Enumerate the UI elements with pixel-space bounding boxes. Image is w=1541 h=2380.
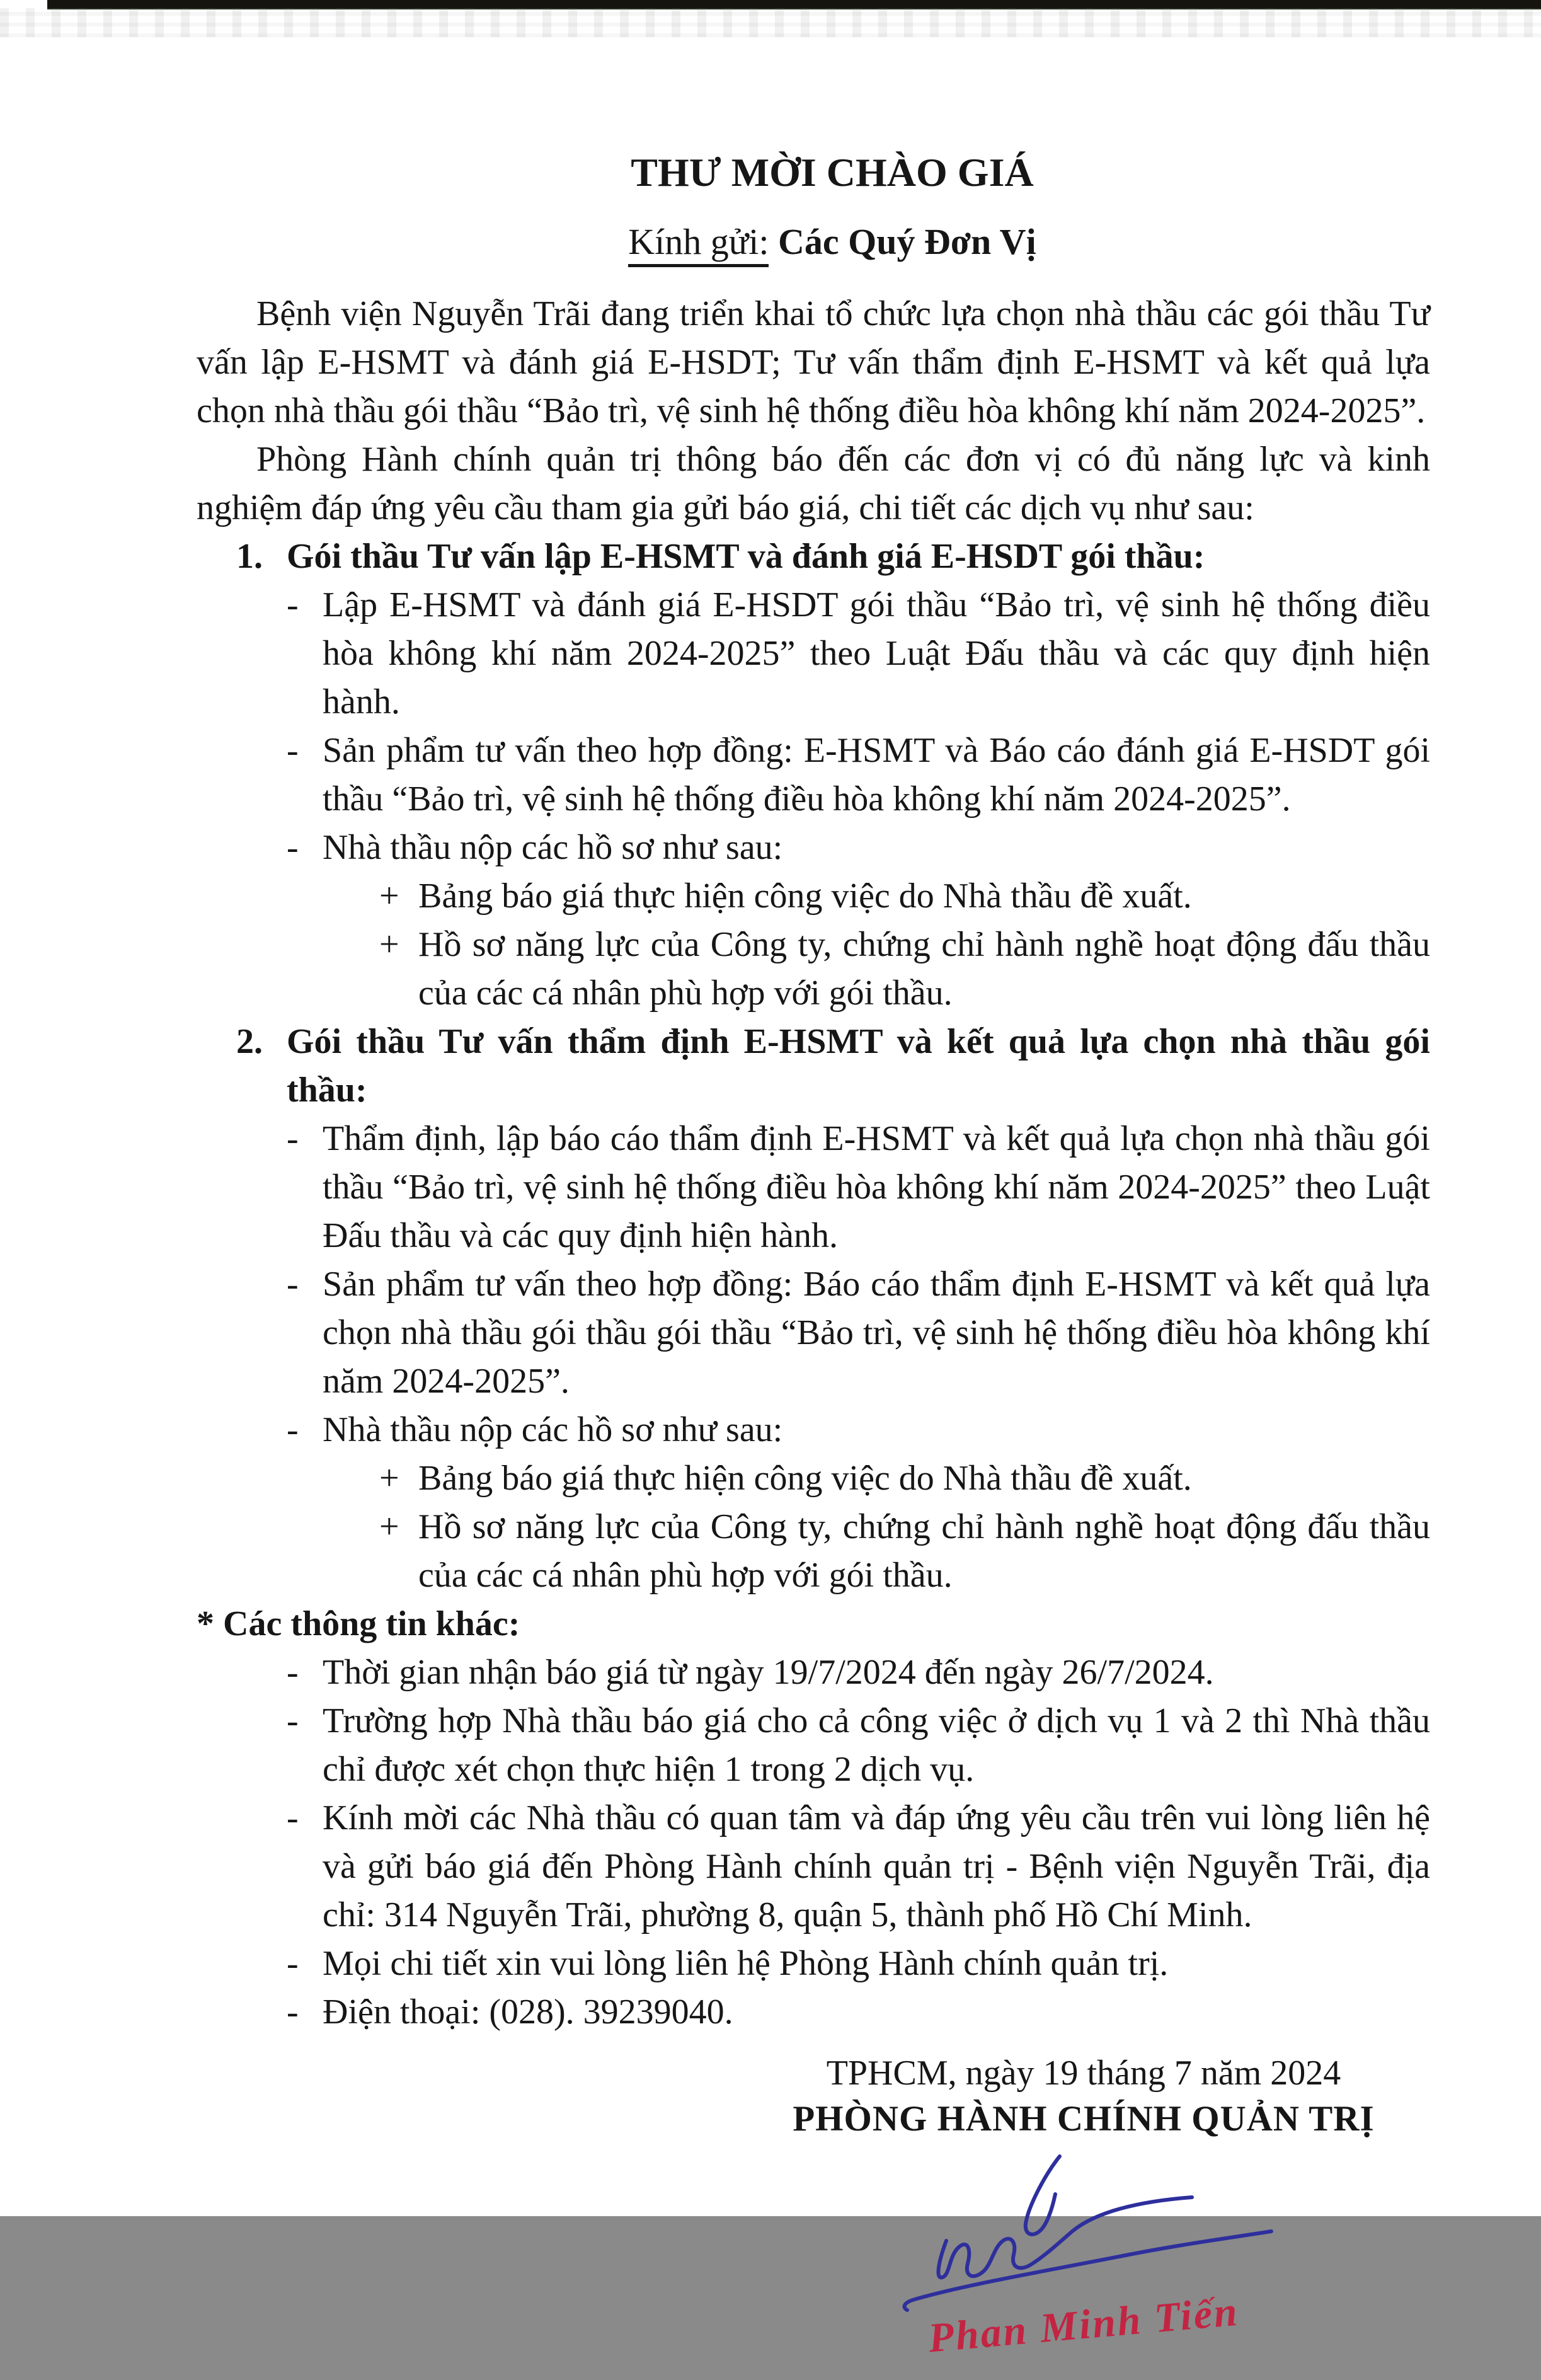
bullet-marker: - xyxy=(287,1944,299,1983)
paragraph-intro: Bệnh viện Nguyễn Trãi đang triển khai tổ chức lựa chọn nhà thầu các gói thầu Tư vấn lập E-HSMT và đánh giá E-HSDT; Tư vấn thẩm định E-HSMT và kết quả lựa chọn nhà thầu gói thầu “Bảo trì, vệ sinh hệ thống điều hòa không khí năm 2024-2025”. xyxy=(197,294,1430,430)
bullet-marker: + xyxy=(379,1507,399,1546)
list-item xyxy=(197,1794,1430,1940)
section-2-number: 2. xyxy=(236,1022,263,1061)
section-1-number: 1. xyxy=(236,537,263,576)
list-item-text: Kính mời các Nhà thầu có quan tâm và đáp ứng yêu cầu trên vui lòng liên hệ và gửi báo giá đến Phòng Hành chính quản trị - Bệnh viện Nguyễn Trãi, địa chỉ: 314 Nguyễn Trãi, phường 8, quận 5, thành phố Hồ Chí Minh. xyxy=(323,1798,1430,1934)
other-info-heading: * Các thông tin khác: xyxy=(197,1604,520,1643)
list-item xyxy=(197,1115,1430,1260)
bullet-marker: + xyxy=(379,877,399,916)
bullet-marker: - xyxy=(287,1798,299,1837)
list-item-text: Sản phẩm tư vấn theo hợp đồng: Báo cáo thẩm định E-HSMT và kết quả lựa chọn nhà thầu gói thầu gói thầu “Bảo trì, vệ sinh hệ thống điều hòa không khí năm 2024-2025”. xyxy=(323,1265,1430,1401)
list-item xyxy=(197,872,1430,921)
department-line: PHÒNG HÀNH CHÍNH QUẢN TRỊ xyxy=(793,2099,1375,2139)
list-item-text: Bảng báo giá thực hiện công việc do Nhà thầu đề xuất. xyxy=(418,1459,1192,1498)
salutation-recipient: Các Quý Đơn Vị xyxy=(777,221,1036,262)
list-item xyxy=(197,581,1430,727)
bullet-marker: - xyxy=(287,731,299,770)
bullet-marker: - xyxy=(287,828,299,867)
bullet-marker: - xyxy=(287,1653,299,1692)
letter-title: THƯ MỜI CHÀO GIÁ xyxy=(631,150,1034,195)
list-item xyxy=(197,1988,1430,2037)
list-item-text: Hồ sơ năng lực của Công ty, chứng chỉ hành nghề hoạt động đấu thầu của các cá nhân phù hợp với gói thầu. xyxy=(418,1507,1430,1595)
section-2-heading xyxy=(197,1018,1430,1115)
list-item-text: Nhà thầu nộp các hồ sơ như sau: xyxy=(323,828,783,867)
section-1-heading xyxy=(197,532,1430,581)
signature-block xyxy=(743,2050,1424,2362)
list-item xyxy=(197,727,1430,824)
bullet-marker: + xyxy=(379,1459,399,1498)
salutation-label: Kính gửi: xyxy=(628,221,769,267)
bullet-marker: - xyxy=(287,585,299,624)
list-item-text: Hồ sơ năng lực của Công ty, chứng chỉ hành nghề hoạt động đấu thầu của các cá nhân phù hợp với gói thầu. xyxy=(418,925,1430,1013)
list-item-text: Điện thoại: (028). 39239040. xyxy=(323,1992,733,2032)
list-item-text: Trường hợp Nhà thầu báo giá cho cả công việc ở dịch vụ 1 và 2 thì Nhà thầu chỉ được xét chọn thực hiện 1 trong 2 dịch vụ. xyxy=(323,1701,1430,1789)
list-item xyxy=(197,1503,1430,1600)
bullet-marker: - xyxy=(287,1992,299,2032)
list-item xyxy=(197,1406,1430,1454)
list-item xyxy=(197,1454,1430,1503)
bullet-marker: + xyxy=(379,925,399,964)
list-item-text: Nhà thầu nộp các hồ sơ như sau: xyxy=(323,1410,783,1449)
bullet-marker: - xyxy=(287,1119,299,1158)
list-item-text: Mọi chi tiết xin vui lòng liên hệ Phòng Hành chính quản trị. xyxy=(323,1944,1169,1983)
bullet-marker: - xyxy=(287,1265,299,1304)
list-item xyxy=(197,1697,1430,1794)
bullet-marker: - xyxy=(287,1701,299,1740)
letter-body xyxy=(197,0,1430,2362)
list-item-text: Thời gian nhận báo giá từ ngày 19/7/2024 đến ngày 26/7/2024. xyxy=(323,1653,1214,1692)
salutation-spacer xyxy=(769,221,778,262)
list-item xyxy=(197,921,1430,1018)
list-item-text: Thẩm định, lập báo cáo thẩm định E-HSMT và kết quả lựa chọn nhà thầu gói thầu “Bảo trì, vệ sinh hệ thống điều hòa không khí năm 2024-2025” theo Luật Đấu thầu và các quy định hiện hành. xyxy=(323,1119,1430,1255)
list-item xyxy=(197,1940,1430,1988)
list-item xyxy=(197,1648,1430,1697)
section-2-heading-text: Gói thầu Tư vấn thẩm định E-HSMT và kết quả lựa chọn nhà thầu gói thầu: xyxy=(287,1022,1430,1110)
place-date-line: TPHCM, ngày 19 tháng 7 năm 2024 xyxy=(826,2054,1341,2093)
bullet-marker: - xyxy=(287,1410,299,1449)
salutation-line xyxy=(215,217,1449,267)
list-item xyxy=(197,1260,1430,1406)
signer-name: Phan Minh Tiến xyxy=(926,2288,1241,2362)
list-item-text: Sản phẩm tư vấn theo hợp đồng: E-HSMT và Báo cáo đánh giá E-HSDT gói thầu “Bảo trì, vệ sinh hệ thống điều hòa không khí năm 2024-2025”. xyxy=(323,731,1430,819)
paragraph-notice: Phòng Hành chính quản trị thông báo đến các đơn vị có đủ năng lực và kinh nghiệm đáp ứng yêu cầu tham gia gửi báo giá, chi tiết các dịch vụ như sau: xyxy=(197,440,1430,527)
list-item-text: Lập E-HSMT và đánh giá E-HSDT gói thầu “Bảo trì, vệ sinh hệ thống điều hòa không khí năm 2024-2025” theo Luật Đấu thầu và các quy định hiện hành. xyxy=(323,585,1430,721)
list-item-text: Bảng báo giá thực hiện công việc do Nhà thầu đề xuất. xyxy=(418,877,1192,916)
list-item xyxy=(197,824,1430,872)
section-1-heading-text: Gói thầu Tư vấn lập E-HSMT và đánh giá E-HSDT gói thầu: xyxy=(287,537,1205,576)
